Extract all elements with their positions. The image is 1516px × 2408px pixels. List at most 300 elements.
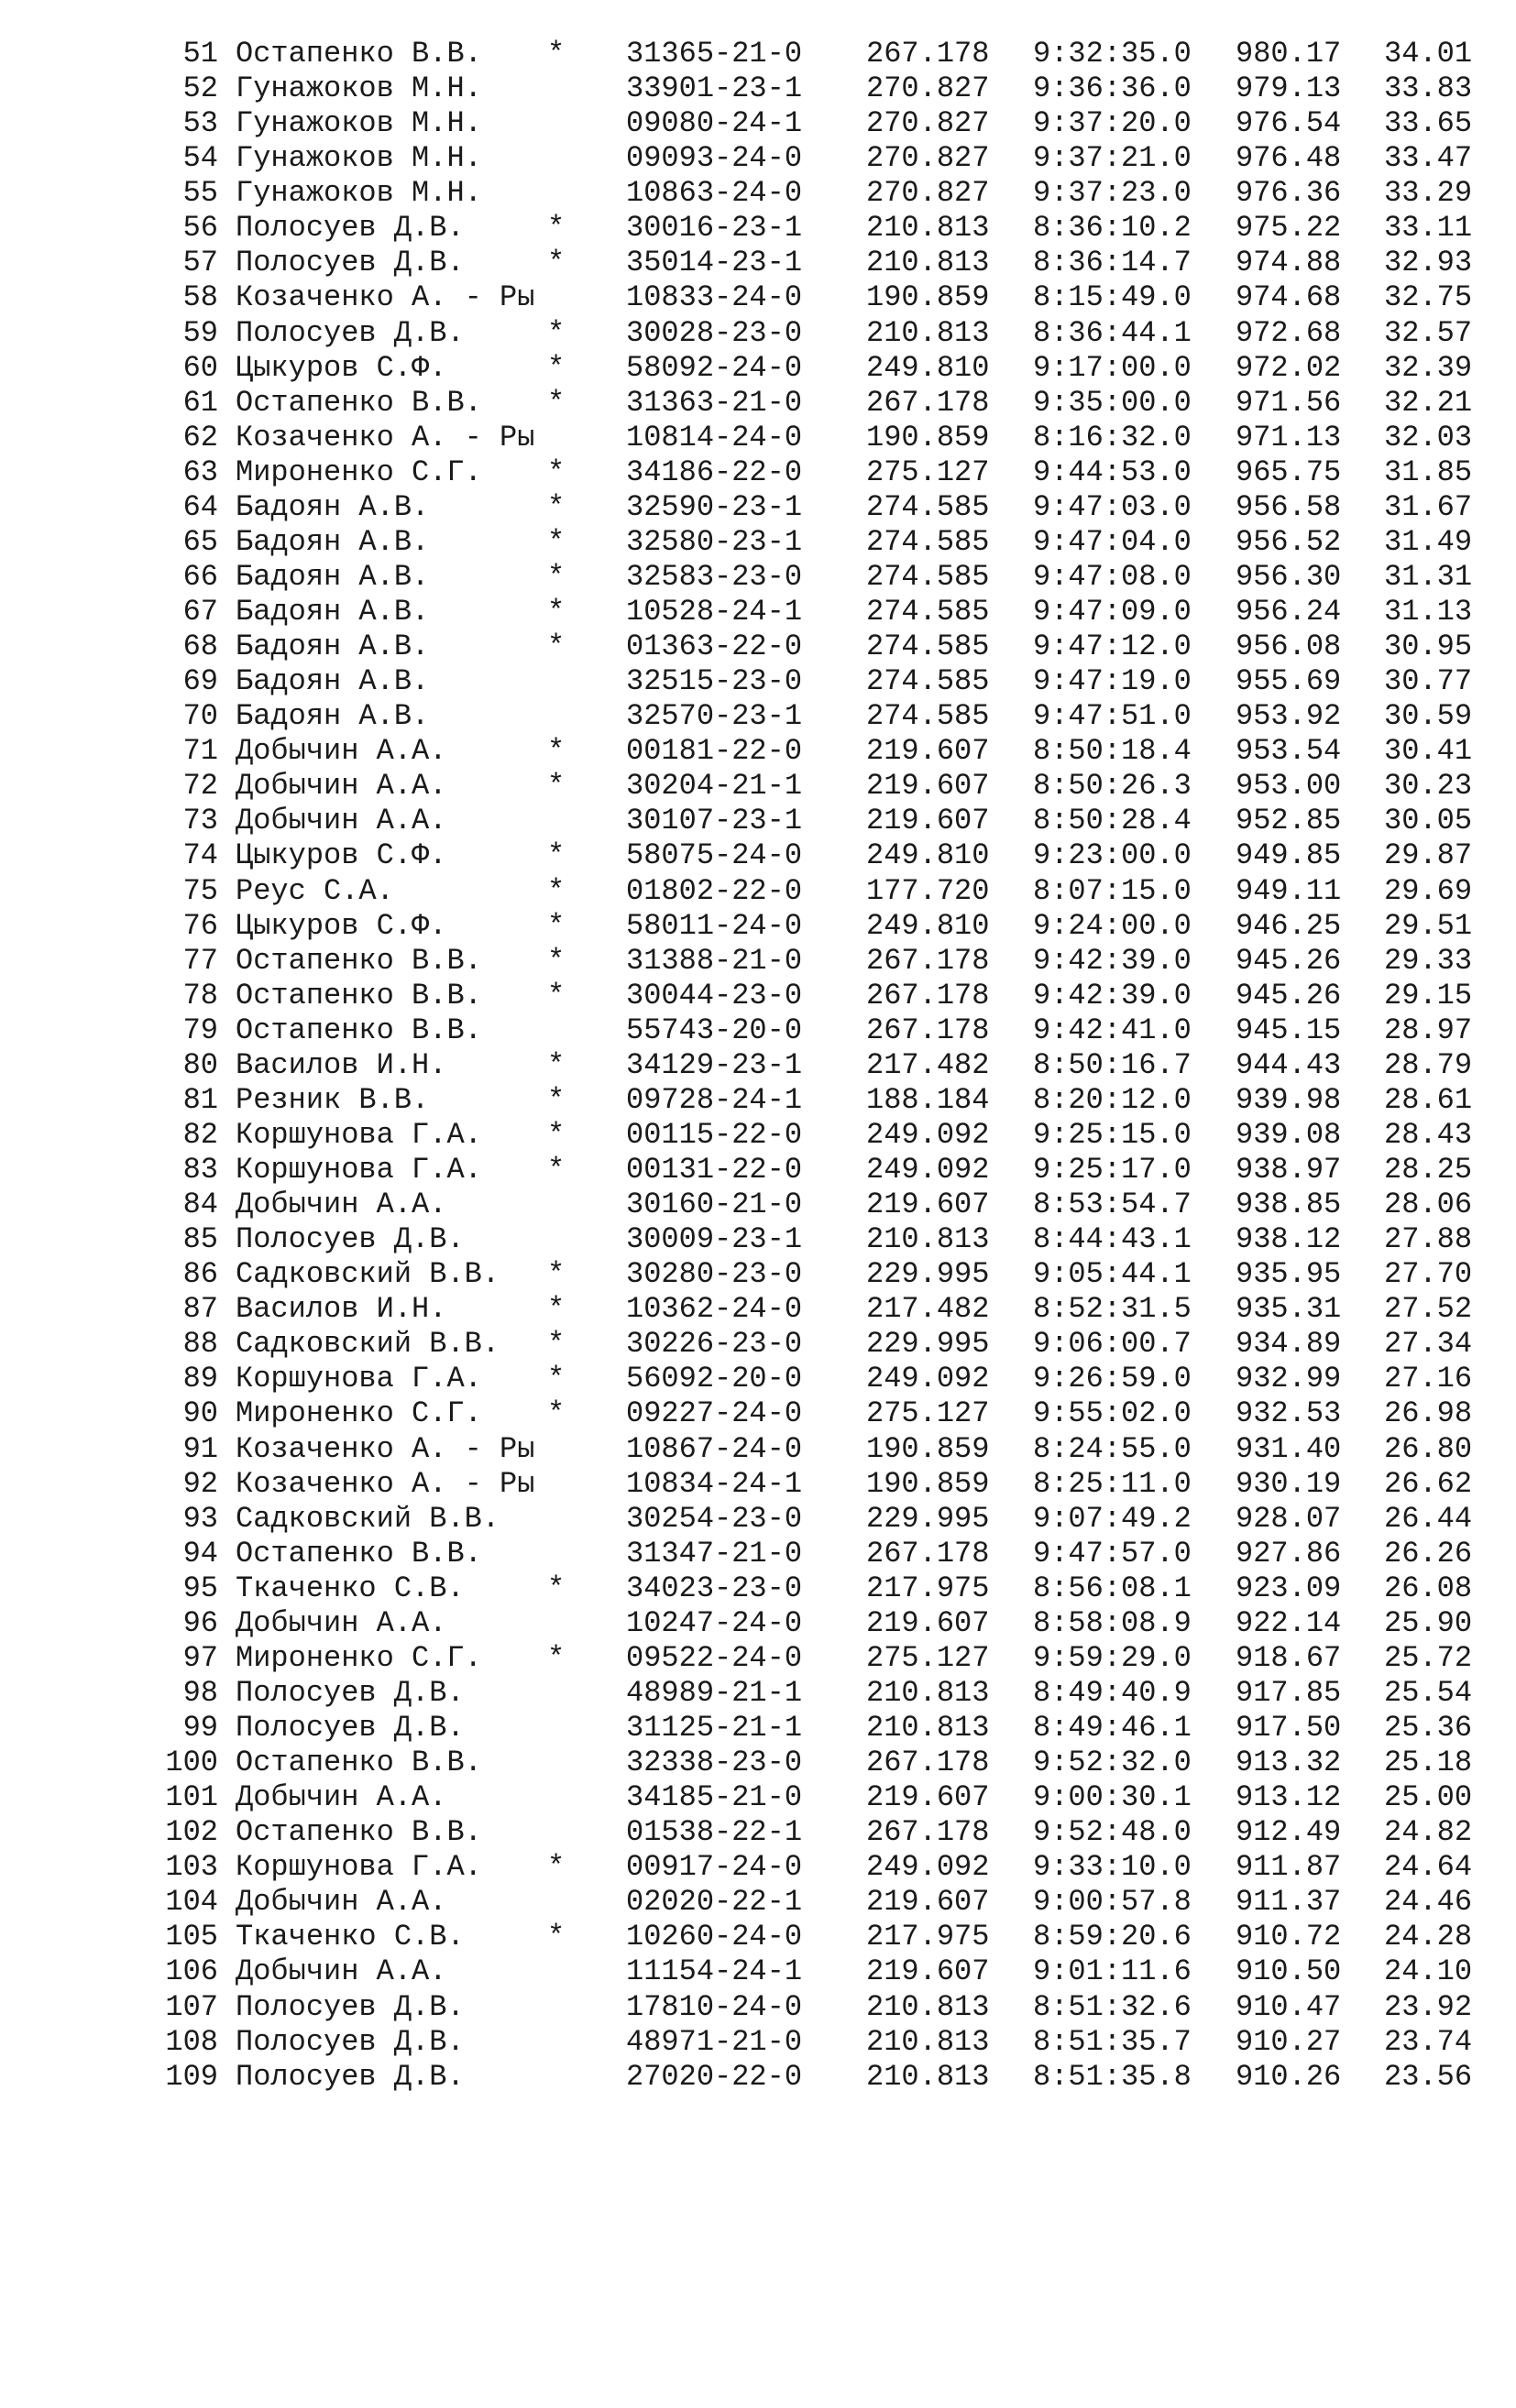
rank-cell: 107	[165, 1989, 218, 2024]
speed-cell: 927.86	[1236, 1536, 1342, 1571]
table-row	[0, 386, 1516, 421]
rank-cell: 95	[182, 1571, 218, 1605]
points-cell: 28.43	[1384, 1117, 1473, 1152]
mark-cell: *	[547, 1920, 566, 1954]
rank-cell: 52	[182, 71, 218, 106]
arrival-time-cell: 9:47:19.0	[1033, 664, 1192, 699]
points-cell: 32.75	[1384, 280, 1473, 315]
fancier-name-cell: Садковский В.В.	[236, 1257, 500, 1292]
arrival-time-cell: 9:24:00.0	[1033, 908, 1192, 943]
speed-cell: 910.50	[1236, 1954, 1342, 1989]
distance-cell: 210.813	[866, 315, 990, 350]
fancier-name-cell: Добычин А.А.	[236, 734, 447, 769]
rank-cell: 58	[182, 280, 218, 315]
arrival-time-cell: 9:47:09.0	[1033, 595, 1192, 629]
points-cell: 31.67	[1384, 489, 1473, 524]
table-row	[0, 1327, 1516, 1362]
fancier-name-cell: Остапенко В.В.	[236, 943, 482, 978]
points-cell: 27.34	[1384, 1327, 1473, 1362]
mark-cell: *	[547, 943, 566, 978]
table-row	[0, 874, 1516, 909]
rank-cell: 92	[182, 1466, 218, 1501]
ring-number-cell: 58092-24-0	[626, 350, 803, 385]
distance-cell: 249.092	[866, 1850, 990, 1885]
ring-number-cell: 48989-21-1	[626, 1675, 803, 1710]
rank-cell: 98	[182, 1675, 218, 1710]
table-row	[0, 106, 1516, 141]
ring-number-cell: 55743-20-0	[626, 1012, 803, 1047]
table-row	[0, 804, 1516, 838]
fancier-name-cell: Цыкуров С.Ф.	[236, 908, 447, 943]
arrival-time-cell: 8:15:49.0	[1033, 280, 1192, 315]
speed-cell: 980.17	[1236, 37, 1342, 71]
ring-number-cell: 56092-20-0	[626, 1362, 803, 1396]
points-cell: 24.28	[1384, 1920, 1473, 1954]
ring-number-cell: 34023-23-0	[626, 1571, 803, 1605]
distance-cell: 229.995	[866, 1501, 990, 1536]
table-row	[0, 629, 1516, 664]
speed-cell: 935.95	[1236, 1257, 1342, 1292]
mark-cell: *	[547, 1257, 566, 1292]
points-cell: 26.08	[1384, 1571, 1473, 1605]
distance-cell: 229.995	[866, 1257, 990, 1292]
rank-cell: 90	[182, 1396, 218, 1431]
points-cell: 30.59	[1384, 699, 1473, 734]
speed-cell: 952.85	[1236, 804, 1342, 838]
speed-cell: 910.26	[1236, 2059, 1342, 2094]
distance-cell: 219.607	[866, 1780, 990, 1815]
points-cell: 30.77	[1384, 664, 1473, 699]
table-row	[0, 769, 1516, 804]
distance-cell: 190.859	[866, 280, 990, 315]
fancier-name-cell: Полосуев Д.В.	[236, 1711, 465, 1745]
rank-cell: 87	[182, 1292, 218, 1327]
rank-cell: 71	[182, 734, 218, 769]
arrival-time-cell: 9:55:02.0	[1033, 1396, 1192, 1431]
ring-number-cell: 09728-24-1	[626, 1082, 803, 1117]
fancier-name-cell: Полосуев Д.В.	[236, 246, 465, 280]
arrival-time-cell: 9:59:29.0	[1033, 1640, 1192, 1675]
arrival-time-cell: 8:50:28.4	[1033, 804, 1192, 838]
rank-cell: 79	[182, 1012, 218, 1047]
fancier-name-cell: Полосуев Д.В.	[236, 1675, 465, 1710]
speed-cell: 953.00	[1236, 769, 1342, 804]
mark-cell: *	[547, 1082, 566, 1117]
rank-cell: 100	[165, 1746, 218, 1780]
arrival-time-cell: 8:59:20.6	[1033, 1920, 1192, 1954]
points-cell: 31.31	[1384, 559, 1473, 594]
speed-cell: 956.30	[1236, 559, 1342, 594]
points-cell: 29.15	[1384, 978, 1473, 1012]
points-cell: 26.62	[1384, 1466, 1473, 1501]
rank-cell: 61	[182, 385, 218, 420]
speed-cell: 938.97	[1236, 1153, 1342, 1187]
distance-cell: 219.607	[866, 769, 990, 804]
points-cell: 32.39	[1384, 350, 1473, 385]
fancier-name-cell: Добычин А.А.	[236, 1605, 447, 1640]
distance-cell: 267.178	[866, 943, 990, 978]
ring-number-cell: 58075-24-0	[626, 838, 803, 873]
ring-number-cell: 31365-21-0	[626, 37, 803, 71]
ring-number-cell: 34186-22-0	[626, 454, 803, 489]
rank-cell: 91	[182, 1431, 218, 1466]
ring-number-cell: 00181-22-0	[626, 734, 803, 769]
rank-cell: 75	[182, 873, 218, 908]
arrival-time-cell: 8:58:08.9	[1033, 1605, 1192, 1640]
fancier-name-cell: Добычин А.А.	[236, 769, 447, 804]
arrival-time-cell: 9:36:36.0	[1033, 71, 1192, 106]
distance-cell: 217.975	[866, 1571, 990, 1605]
table-row	[0, 664, 1516, 699]
fancier-name-cell: Коршунова Г.А.	[236, 1153, 482, 1187]
fancier-name-cell: Остапенко В.В.	[236, 1815, 482, 1850]
table-row	[0, 2060, 1516, 2095]
rank-cell: 78	[182, 978, 218, 1012]
ring-number-cell: 32590-23-1	[626, 489, 803, 524]
speed-cell: 946.25	[1236, 908, 1342, 943]
mark-cell: *	[547, 350, 566, 385]
mark-cell: *	[547, 211, 566, 246]
speed-cell: 939.98	[1236, 1082, 1342, 1117]
speed-cell: 974.68	[1236, 280, 1342, 315]
distance-cell: 249.810	[866, 350, 990, 385]
fancier-name-cell: Цыкуров С.Ф.	[236, 838, 447, 873]
mark-cell: *	[547, 1292, 566, 1327]
points-cell: 29.69	[1384, 873, 1473, 908]
mark-cell: *	[547, 769, 566, 804]
speed-cell: 932.53	[1236, 1396, 1342, 1431]
fancier-name-cell: Резник В.В.	[236, 1082, 430, 1117]
mark-cell: *	[547, 838, 566, 873]
ring-number-cell: 31363-21-0	[626, 385, 803, 420]
speed-cell: 913.32	[1236, 1746, 1342, 1780]
arrival-time-cell: 9:05:44.1	[1033, 1257, 1192, 1292]
ring-number-cell: 30226-23-0	[626, 1327, 803, 1362]
ring-number-cell: 30160-21-0	[626, 1188, 803, 1222]
distance-cell: 210.813	[866, 246, 990, 280]
points-cell: 31.85	[1384, 454, 1473, 489]
arrival-time-cell: 9:42:39.0	[1033, 978, 1192, 1012]
distance-cell: 274.585	[866, 664, 990, 699]
fancier-name-cell: Гунажоков М.Н.	[236, 176, 482, 211]
ring-number-cell: 32570-23-1	[626, 699, 803, 734]
points-cell: 28.79	[1384, 1047, 1473, 1082]
ring-number-cell: 01802-22-0	[626, 873, 803, 908]
arrival-time-cell: 9:23:00.0	[1033, 838, 1192, 873]
speed-cell: 972.02	[1236, 350, 1342, 385]
rank-cell: 74	[182, 838, 218, 873]
mark-cell: *	[547, 1640, 566, 1675]
points-cell: 25.90	[1384, 1605, 1473, 1640]
distance-cell: 274.585	[866, 629, 990, 664]
distance-cell: 274.585	[866, 699, 990, 734]
mark-cell: *	[547, 315, 566, 350]
ring-number-cell: 34129-23-1	[626, 1047, 803, 1082]
mark-cell: *	[547, 1850, 566, 1885]
arrival-time-cell: 8:50:16.7	[1033, 1047, 1192, 1082]
table-row	[0, 1222, 1516, 1257]
fancier-name-cell: Ткаченко С.В.	[236, 1920, 465, 1954]
speed-cell: 913.12	[1236, 1780, 1342, 1815]
distance-cell: 267.178	[866, 385, 990, 420]
fancier-name-cell: Остапенко В.В.	[236, 385, 482, 420]
points-cell: 30.95	[1384, 629, 1473, 664]
table-row	[0, 560, 1516, 595]
ring-number-cell: 17810-24-0	[626, 1989, 803, 2024]
arrival-time-cell: 9:47:03.0	[1033, 489, 1192, 524]
points-cell: 24.10	[1384, 1954, 1473, 1989]
fancier-name-cell: Бадоян А.В.	[236, 489, 430, 524]
arrival-time-cell: 9:47:51.0	[1033, 699, 1192, 734]
ring-number-cell: 35014-23-1	[626, 246, 803, 280]
distance-cell: 274.585	[866, 524, 990, 559]
table-row	[0, 71, 1516, 106]
rank-cell: 63	[182, 454, 218, 489]
arrival-time-cell: 9:35:00.0	[1033, 385, 1192, 420]
arrival-time-cell: 8:51:32.6	[1033, 1989, 1192, 2024]
arrival-time-cell: 9:00:30.1	[1033, 1780, 1192, 1815]
rank-cell: 73	[182, 804, 218, 838]
table-row	[0, 1676, 1516, 1711]
table-row	[0, 734, 1516, 769]
fancier-name-cell: Гунажоков М.Н.	[236, 71, 482, 106]
fancier-name-cell: Остапенко В.В.	[236, 1536, 482, 1571]
table-row	[0, 1641, 1516, 1676]
table-row	[0, 979, 1516, 1013]
mark-cell: *	[547, 385, 566, 420]
speed-cell: 910.47	[1236, 1989, 1342, 2024]
points-cell: 28.06	[1384, 1188, 1473, 1222]
points-cell: 29.51	[1384, 908, 1473, 943]
mark-cell: *	[547, 1047, 566, 1082]
table-row	[0, 1920, 1516, 1954]
distance-cell: 267.178	[866, 1746, 990, 1780]
fancier-name-cell: Цыкуров С.Ф.	[236, 350, 447, 385]
rank-cell: 51	[182, 37, 218, 71]
points-cell: 26.80	[1384, 1431, 1473, 1466]
ring-number-cell: 10863-24-0	[626, 176, 803, 211]
speed-cell: 944.43	[1236, 1047, 1342, 1082]
distance-cell: 217.482	[866, 1292, 990, 1327]
speed-cell: 956.52	[1236, 524, 1342, 559]
arrival-time-cell: 8:36:14.7	[1033, 246, 1192, 280]
speed-cell: 956.08	[1236, 629, 1342, 664]
table-row	[0, 1432, 1516, 1467]
rank-cell: 85	[182, 1222, 218, 1257]
distance-cell: 274.585	[866, 559, 990, 594]
distance-cell: 270.827	[866, 71, 990, 106]
mark-cell: *	[547, 489, 566, 524]
rank-cell: 67	[182, 595, 218, 629]
distance-cell: 219.607	[866, 1954, 990, 1989]
rank-cell: 57	[182, 246, 218, 280]
fancier-name-cell: Полосуев Д.В.	[236, 2024, 465, 2059]
speed-cell: 932.99	[1236, 1362, 1342, 1396]
points-cell: 32.57	[1384, 315, 1473, 350]
table-row	[0, 1013, 1516, 1048]
speed-cell: 949.11	[1236, 873, 1342, 908]
distance-cell: 267.178	[866, 1012, 990, 1047]
fancier-name-cell: Садковский В.В.	[236, 1501, 500, 1536]
arrival-time-cell: 8:53:54.7	[1033, 1188, 1192, 1222]
points-cell: 28.25	[1384, 1153, 1473, 1187]
ring-number-cell: 10833-24-0	[626, 280, 803, 315]
fancier-name-cell: Василов И.Н.	[236, 1047, 447, 1082]
table-row	[0, 1502, 1516, 1537]
table-row	[0, 176, 1516, 211]
fancier-name-cell: Бадоян А.В.	[236, 699, 430, 734]
ring-number-cell: 10814-24-0	[626, 420, 803, 454]
fancier-name-cell: Бадоян А.В.	[236, 664, 430, 699]
speed-cell: 965.75	[1236, 454, 1342, 489]
arrival-time-cell: 9:52:32.0	[1033, 1746, 1192, 1780]
table-row	[0, 1467, 1516, 1502]
points-cell: 27.16	[1384, 1362, 1473, 1396]
distance-cell: 219.607	[866, 1605, 990, 1640]
arrival-time-cell: 9:37:23.0	[1033, 176, 1192, 211]
fancier-name-cell: Гунажоков М.Н.	[236, 106, 482, 141]
distance-cell: 270.827	[866, 141, 990, 176]
speed-cell: 953.54	[1236, 734, 1342, 769]
points-cell: 33.83	[1384, 71, 1473, 106]
fancier-name-cell: Бадоян А.В.	[236, 524, 430, 559]
points-cell: 27.70	[1384, 1257, 1473, 1292]
ring-number-cell: 00115-22-0	[626, 1117, 803, 1152]
speed-cell: 956.24	[1236, 595, 1342, 629]
mark-cell: *	[547, 246, 566, 280]
speed-cell: 971.13	[1236, 420, 1342, 454]
rank-cell: 59	[182, 315, 218, 350]
rank-cell: 82	[182, 1117, 218, 1152]
speed-cell: 972.68	[1236, 315, 1342, 350]
ring-number-cell: 32583-23-0	[626, 559, 803, 594]
rank-cell: 56	[182, 211, 218, 246]
fancier-name-cell: Коршунова Г.А.	[236, 1362, 482, 1396]
mark-cell: *	[547, 1117, 566, 1152]
table-row	[0, 1257, 1516, 1292]
rank-cell: 62	[182, 420, 218, 454]
points-cell: 30.41	[1384, 734, 1473, 769]
ring-number-cell: 30028-23-0	[626, 315, 803, 350]
speed-cell: 911.37	[1236, 1885, 1342, 1920]
points-cell: 30.05	[1384, 804, 1473, 838]
ring-number-cell: 09093-24-0	[626, 141, 803, 176]
speed-cell: 938.85	[1236, 1188, 1342, 1222]
distance-cell: 270.827	[866, 176, 990, 211]
arrival-time-cell: 8:51:35.8	[1033, 2059, 1192, 2094]
fancier-name-cell: Добычин А.А.	[236, 804, 447, 838]
points-cell: 29.87	[1384, 838, 1473, 873]
table-row	[0, 1083, 1516, 1118]
distance-cell: 219.607	[866, 1885, 990, 1920]
mark-cell: *	[547, 1571, 566, 1605]
arrival-time-cell: 9:25:15.0	[1033, 1117, 1192, 1152]
table-row	[0, 1048, 1516, 1083]
arrival-time-cell: 9:07:49.2	[1033, 1501, 1192, 1536]
speed-cell: 928.07	[1236, 1501, 1342, 1536]
arrival-time-cell: 8:50:26.3	[1033, 769, 1192, 804]
distance-cell: 267.178	[866, 1536, 990, 1571]
rank-cell: 86	[182, 1257, 218, 1292]
ring-number-cell: 30107-23-1	[626, 804, 803, 838]
distance-cell: 190.859	[866, 1466, 990, 1501]
ring-number-cell: 01538-22-1	[626, 1815, 803, 1850]
table-row	[0, 421, 1516, 455]
points-cell: 33.29	[1384, 176, 1473, 211]
speed-cell: 917.50	[1236, 1711, 1342, 1745]
rank-cell: 69	[182, 664, 218, 699]
table-row	[0, 1571, 1516, 1606]
speed-cell: 974.88	[1236, 246, 1342, 280]
arrival-time-cell: 9:47:57.0	[1033, 1536, 1192, 1571]
points-cell: 34.01	[1384, 37, 1473, 71]
arrival-time-cell: 8:51:35.7	[1033, 2024, 1192, 2059]
points-cell: 26.98	[1384, 1396, 1473, 1431]
ring-number-cell: 10247-24-0	[626, 1605, 803, 1640]
arrival-time-cell: 8:25:11.0	[1033, 1466, 1192, 1501]
distance-cell: 217.975	[866, 1920, 990, 1954]
arrival-time-cell: 9:06:00.7	[1033, 1327, 1192, 1362]
ring-number-cell: 00131-22-0	[626, 1153, 803, 1187]
arrival-time-cell: 9:33:10.0	[1033, 1850, 1192, 1885]
rank-cell: 88	[182, 1327, 218, 1362]
arrival-time-cell: 9:00:57.8	[1033, 1885, 1192, 1920]
table-row	[0, 316, 1516, 351]
speed-cell: 922.14	[1236, 1605, 1342, 1640]
rank-cell: 81	[182, 1082, 218, 1117]
table-row	[0, 1746, 1516, 1780]
fancier-name-cell: Мироненко С.Г.	[236, 454, 482, 489]
points-cell: 25.72	[1384, 1640, 1473, 1675]
points-cell: 30.23	[1384, 769, 1473, 804]
rank-cell: 80	[182, 1047, 218, 1082]
fancier-name-cell: Гунажоков М.Н.	[236, 141, 482, 176]
rank-cell: 104	[165, 1885, 218, 1920]
distance-cell: 219.607	[866, 734, 990, 769]
fancier-name-cell: Добычин А.А.	[236, 1188, 447, 1222]
ring-number-cell: 01363-22-0	[626, 629, 803, 664]
arrival-time-cell: 8:07:15.0	[1033, 873, 1192, 908]
table-row	[0, 455, 1516, 490]
speed-cell: 912.49	[1236, 1815, 1342, 1850]
speed-cell: 911.87	[1236, 1850, 1342, 1885]
speed-cell: 934.89	[1236, 1327, 1342, 1362]
arrival-time-cell: 9:44:53.0	[1033, 454, 1192, 489]
ring-number-cell: 30016-23-1	[626, 211, 803, 246]
mark-cell: *	[547, 524, 566, 559]
table-row	[0, 351, 1516, 386]
ring-number-cell: 09080-24-1	[626, 106, 803, 141]
points-cell: 25.18	[1384, 1746, 1473, 1780]
ring-number-cell: 27020-22-0	[626, 2059, 803, 2094]
arrival-time-cell: 9:25:17.0	[1033, 1153, 1192, 1187]
speed-cell: 918.67	[1236, 1640, 1342, 1675]
rank-cell: 99	[182, 1711, 218, 1745]
table-row	[0, 525, 1516, 560]
points-cell: 25.00	[1384, 1780, 1473, 1815]
distance-cell: 190.859	[866, 1431, 990, 1466]
points-cell: 32.03	[1384, 420, 1473, 454]
fancier-name-cell: Полосуев Д.В.	[236, 1222, 465, 1257]
points-cell: 29.33	[1384, 943, 1473, 978]
table-row	[0, 838, 1516, 873]
table-row	[0, 2025, 1516, 2060]
arrival-time-cell: 9:32:35.0	[1033, 37, 1192, 71]
table-row	[0, 1954, 1516, 1989]
speed-cell: 939.08	[1236, 1117, 1342, 1152]
distance-cell: 249.092	[866, 1362, 990, 1396]
speed-cell: 910.72	[1236, 1920, 1342, 1954]
